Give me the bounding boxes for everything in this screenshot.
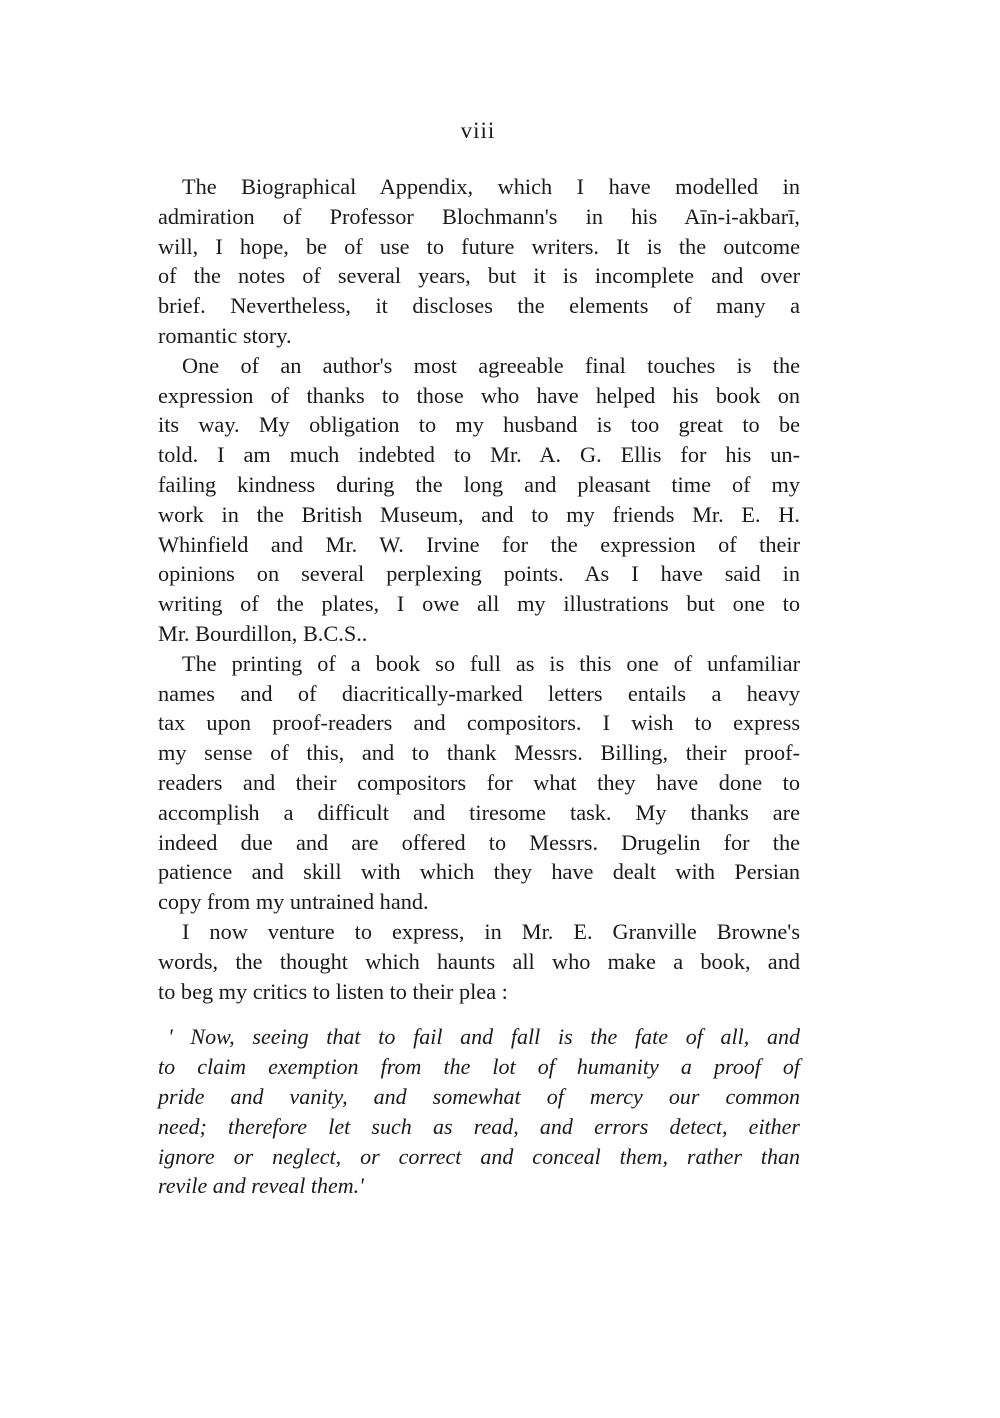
body-text (158, 172, 800, 1201)
quote-line: revile and reveal them.' (158, 1173, 364, 1199)
text-line: failing kindness during the long and pleasant time of my (158, 471, 800, 497)
text-line: indeed due and are offered to Messrs. Drugelin for the (158, 829, 800, 855)
text-line: romantic story. (158, 322, 292, 348)
text-line: brief. Nevertheless, it discloses the elements of many a (158, 293, 800, 319)
quote-line: pride and vanity, and somewhat of mercy our common (158, 1083, 800, 1109)
text-line: writing of the plates, I owe all my illustrations but one to (158, 591, 800, 617)
text-line: accomplish a difficult and tiresome task. My thanks are (158, 799, 800, 825)
text-line: Whinfield and Mr. W. Irvine for the expression of their (158, 531, 800, 557)
paragraph-biographical-appendix (158, 172, 800, 351)
quote-line: ignore or neglect, or correct and conceal them, rather than (158, 1143, 800, 1169)
text-line: tax upon proof-readers and compositors. I wish to express (158, 710, 800, 736)
text-line: opinions on several perplexing points. As I have said in (158, 561, 800, 587)
text-line: One of an author's most agreeable final touches is the (182, 352, 800, 378)
paragraph-printing (158, 649, 800, 917)
text-line: work in the British Museum, and to my friends Mr. E. H. (158, 501, 800, 527)
text-line: told. I am much indebted to Mr. A. G. Ellis for his un- (158, 442, 800, 468)
text-line: of the notes of several years, but it is incomplete and over (158, 263, 800, 289)
text-line: Mr. Bourdillon, B.C.S.. (158, 620, 368, 646)
text-line: will, I hope, be of use to future writers. It is the outcome (158, 233, 800, 259)
text-line: patience and skill with which they have dealt with Persian (158, 859, 800, 885)
paragraph-acknowledgements (158, 351, 800, 649)
text-line: names and of diacritically-marked letters entails a heavy (158, 680, 800, 706)
text-line: its way. My obligation to my husband is too great to be (158, 412, 800, 438)
text-line: The Biographical Appendix, which I have modelled in (182, 174, 800, 199)
text-line: my sense of this, and to thank Messrs. Billing, their proof- (158, 740, 800, 766)
quote-line: need; therefore let such as read, and errors detect, either (158, 1113, 800, 1139)
text-line: copy from my untrained hand. (158, 889, 429, 915)
text-line: The printing of a book so full as is this one of unfamiliar (182, 650, 800, 676)
page-number: viii (460, 118, 496, 143)
text-line: to beg my critics to listen to their plea : (158, 978, 508, 1004)
text-line: words, the thought which haunts all who make a book, and (158, 948, 800, 974)
quote-line: to claim exemption from the lot of humanity a proof of (158, 1054, 800, 1080)
text-line: admiration of Professor Blochmann's in his Aīn-i-akbarī, (158, 203, 800, 229)
text-line: I now venture to express, in Mr. E. Granville Browne's (182, 918, 800, 944)
text-line: expression of thanks to those who have helped his book on (158, 382, 800, 408)
quote-line: ' Now, seeing that to fail and fall is the fate of all, and (168, 1024, 800, 1050)
text-line: readers and their compositors for what they have done to (158, 769, 800, 795)
paragraph-browne-intro (158, 917, 800, 1006)
block-quote (158, 1022, 800, 1201)
